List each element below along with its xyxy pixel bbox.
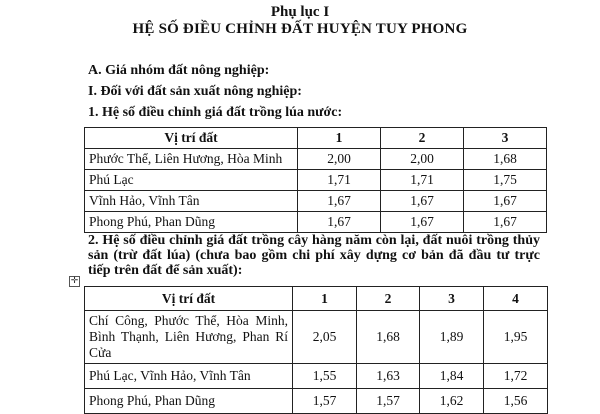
table-row [85, 364, 548, 389]
table-row [85, 170, 547, 191]
section-heading-1: 1. Hệ số điều chỉnh giá đất trồng lúa nước: [88, 105, 343, 120]
appendix-title: Phụ lục I [270, 4, 330, 20]
coefficient-cell: 1,57 [357, 389, 420, 414]
column-header: 2 [357, 287, 420, 311]
table-row [85, 311, 548, 364]
location-cell: Phong Phú, Phan Dũng [85, 212, 298, 233]
coefficient-cell: 1,68 [464, 149, 547, 170]
column-header: 2 [381, 128, 464, 149]
coefficient-cell: 2,00 [298, 149, 381, 170]
column-header: 3 [420, 287, 484, 311]
table-header-row [85, 128, 547, 149]
coefficient-cell: 1,63 [357, 364, 420, 389]
table-row [85, 389, 548, 414]
coefficient-cell: 1,89 [420, 311, 484, 364]
column-header: 1 [298, 128, 381, 149]
coefficient-cell: 1,62 [420, 389, 484, 414]
coefficient-cell: 1,68 [357, 311, 420, 364]
coefficient-cell: 1,75 [464, 170, 547, 191]
coefficient-cell: 1,56 [484, 389, 548, 414]
coefficient-cell: 1,67 [464, 191, 547, 212]
coefficient-cell: 1,67 [464, 212, 547, 233]
coefficient-cell: 1,71 [298, 170, 381, 191]
coefficient-cell: 1,67 [381, 191, 464, 212]
column-header: 4 [484, 287, 548, 311]
table-row [85, 191, 547, 212]
location-cell: Phước Thể, Liên Hương, Hòa Minh [85, 149, 298, 170]
column-header: 3 [464, 128, 547, 149]
column-header: Vị trí đất [85, 287, 293, 311]
table-header-row [85, 287, 548, 311]
section-heading-i: I. Đối với đất sản xuất nông nghiệp: [88, 84, 302, 99]
column-header: Vị trí đất [85, 128, 298, 149]
table-row [85, 212, 547, 233]
annual-crop-coefficient-table [84, 286, 548, 414]
coefficient-cell: 1,55 [293, 364, 357, 389]
coefficient-cell: 1,95 [484, 311, 548, 364]
section-heading-2: 2. Hệ số điều chỉnh giá đất trồng cây hàng năm còn lại, đất nuôi trồng thủy sản (trừ đất lúa) (chưa bao gồm chi phí xây dựng cơ bản đã đầu tư trực tiếp trên đất để sản xuất): [88, 233, 540, 278]
coefficient-cell: 2,05 [293, 311, 357, 364]
table-row [85, 149, 547, 170]
location-cell: Phú Lạc, Vĩnh Hảo, Vĩnh Tân [85, 364, 293, 389]
coefficient-cell: 1,84 [420, 364, 484, 389]
location-cell: Phong Phú, Phan Dũng [85, 389, 293, 414]
document-title: HỆ SỐ ĐIỀU CHỈNH ĐẤT HUYỆN TUY PHONG [132, 21, 468, 37]
location-cell: Chí Công, Phước Thể, Hòa Minh, Bình Thạnh, Liên Hương, Phan Rí Cửa [85, 311, 293, 364]
coefficient-cell: 1,57 [293, 389, 357, 414]
coefficient-cell: 1,67 [381, 212, 464, 233]
coefficient-cell: 1,71 [381, 170, 464, 191]
rice-land-coefficient-table [84, 127, 547, 233]
coefficient-cell: 1,67 [298, 212, 381, 233]
location-cell: Vĩnh Hảo, Vĩnh Tân [85, 191, 298, 212]
location-cell: Phú Lạc [85, 170, 298, 191]
coefficient-cell: 1,67 [298, 191, 381, 212]
section-heading-a: A. Giá nhóm đất nông nghiệp: [88, 63, 270, 78]
column-header: 1 [293, 287, 357, 311]
move-cross-icon[interactable]: ✛ [70, 276, 79, 286]
coefficient-cell: 1,72 [484, 364, 548, 389]
coefficient-cell: 2,00 [381, 149, 464, 170]
